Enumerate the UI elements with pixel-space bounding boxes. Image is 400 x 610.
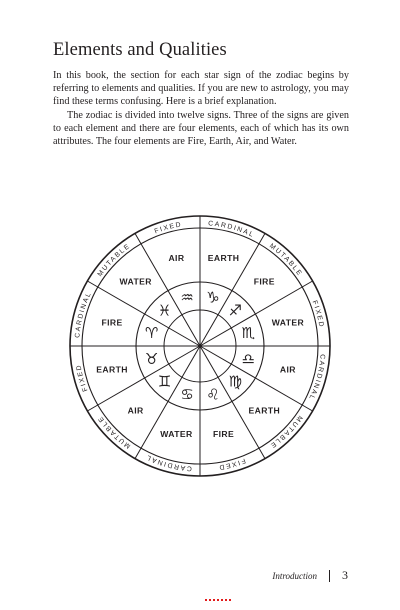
scorpio-sign-icon: ♏ — [241, 324, 256, 343]
virgo-sign-icon: ♍ — [228, 372, 243, 391]
page-title: Elements and Qualities — [53, 40, 227, 60]
aries-sign-icon: ♈ — [144, 324, 159, 343]
page-number: 3 — [342, 568, 348, 582]
element-label: AIR — [279, 364, 296, 375]
footer-divider — [329, 570, 330, 582]
cancer-sign-icon: ♋ — [180, 385, 194, 404]
quality-label-text: MUTABLE — [267, 242, 304, 279]
quality-label-text: CARDINAL — [74, 290, 94, 339]
element-label: EARTH — [96, 364, 128, 375]
quality-label-text: CARDINAL — [144, 452, 193, 472]
capricorn-sign-icon: ♑ — [206, 288, 220, 307]
element-label: FIRE — [101, 317, 123, 328]
element-label: EARTH — [248, 405, 281, 416]
page-footer — [272, 568, 348, 583]
libra-sign-icon: ♎ — [241, 349, 256, 368]
element-label: AIR — [168, 253, 185, 264]
leo-sign-icon: ♌ — [206, 385, 220, 404]
aquarius-sign-icon: ♒ — [180, 288, 194, 307]
element-label: WATER — [119, 276, 152, 287]
quality-label-text: FIXED — [310, 299, 325, 329]
pisces-sign-icon: ♓ — [157, 301, 172, 320]
quality-label-text: MUTABLE — [96, 413, 133, 450]
quality-label-text: MUTABLE — [96, 242, 133, 279]
element-label: FIRE — [253, 276, 275, 287]
quality-label — [74, 290, 93, 338]
element-label: AIR — [127, 405, 144, 416]
element-label: FIRE — [212, 428, 235, 439]
bottom-mark — [205, 599, 231, 605]
element-label: WATER — [271, 317, 305, 328]
quality-label-text: FIXED — [153, 221, 183, 236]
quality-label-text: FIXED — [75, 363, 90, 393]
quality-label — [208, 220, 256, 239]
sagittarius-sign-icon: ♐ — [228, 301, 243, 320]
footer-section-name: Introduction — [272, 570, 317, 581]
intro-paragraph: In this book, the section for each star sign of the zodiac begins by referring to elements and qualities. If you are new to astrology, you may find these terms confusing. Here is a brief explanation. — [53, 70, 349, 108]
element-label: EARTH — [207, 253, 240, 264]
quality-label — [144, 453, 192, 472]
quality-label-text: CARDINAL — [207, 220, 256, 240]
quality-label-text: CARDINAL — [306, 353, 326, 402]
quality-label-text: FIXED — [217, 456, 247, 471]
elements-paragraph: The zodiac is divided into twelve signs. Three of the signs are given to each element and there are four elements, each of which has its own attributes. The four elements are Fire, Earth, Air, and Water. — [53, 109, 349, 148]
quality-label-text: MUTABLE — [267, 413, 304, 450]
element-label: WATER — [160, 428, 193, 439]
taurus-sign-icon: ♉ — [144, 349, 159, 368]
gemini-sign-icon: ♊ — [157, 372, 172, 391]
quality-label — [307, 354, 326, 402]
